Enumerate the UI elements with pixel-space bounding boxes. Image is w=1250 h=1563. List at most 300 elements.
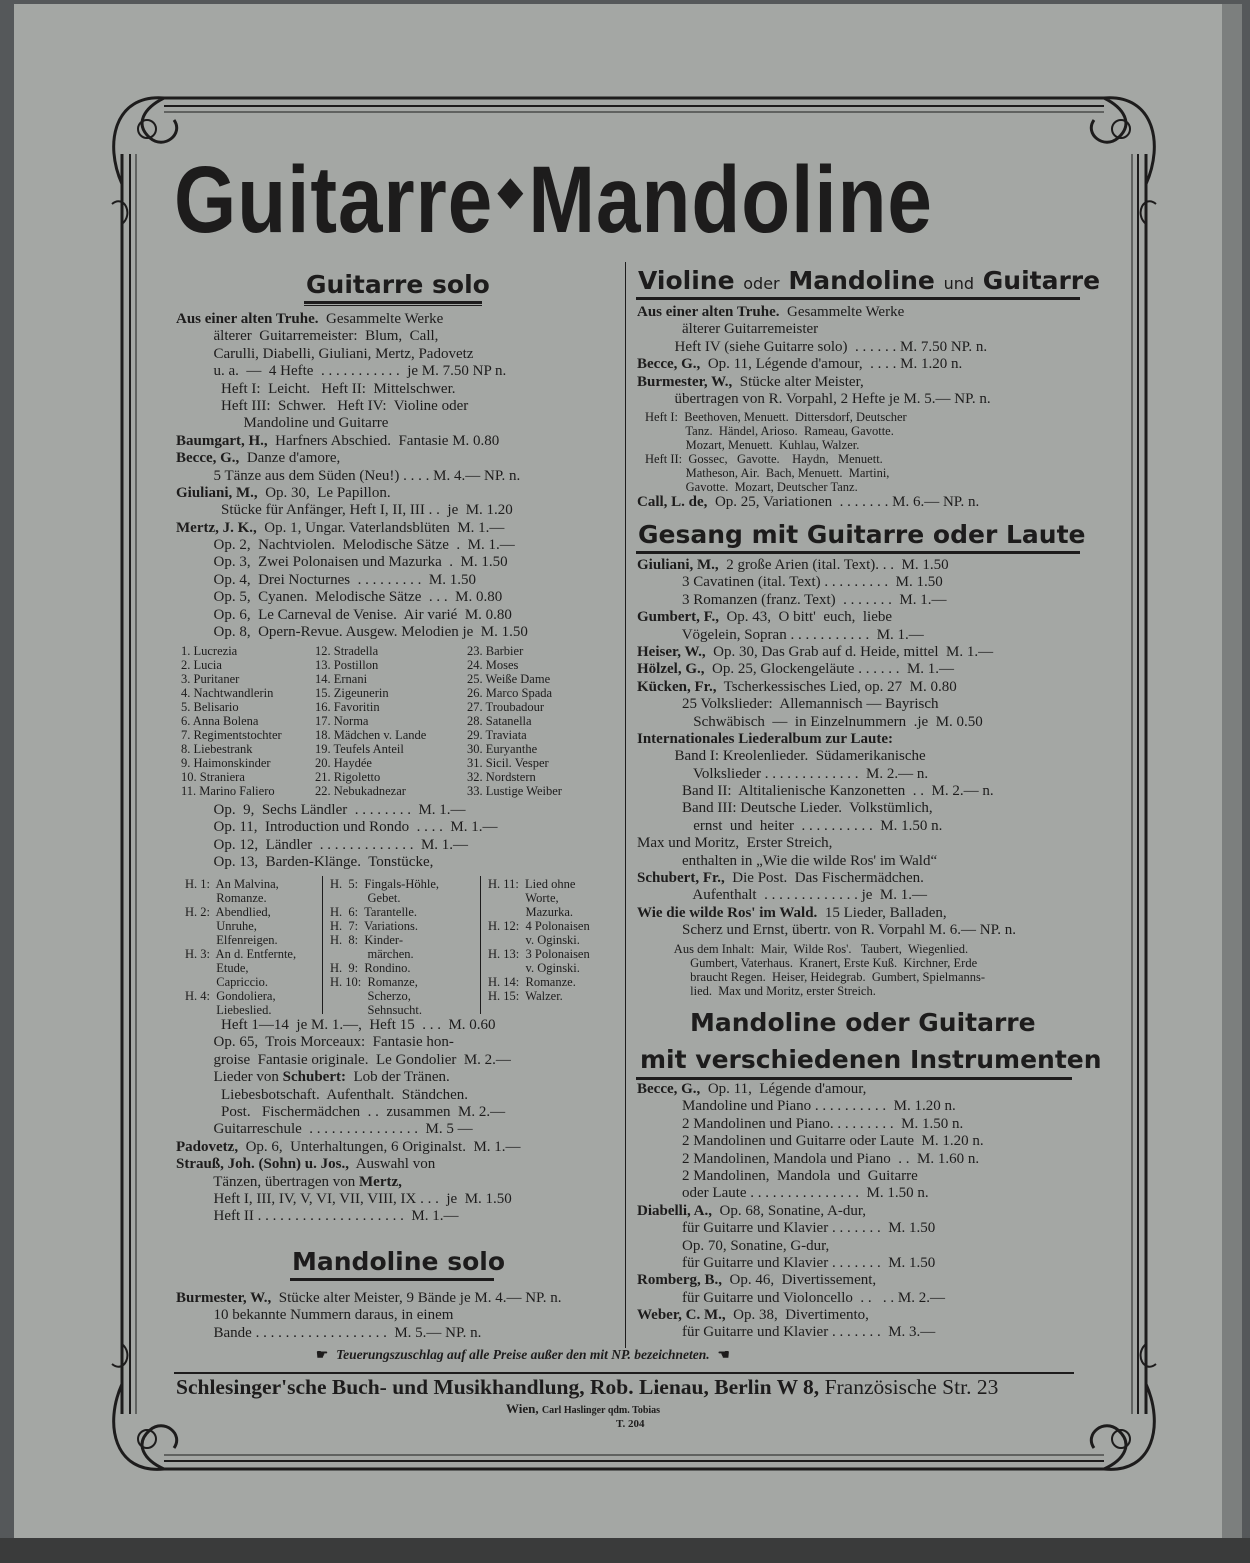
entry-text: Auswahl von: [348, 1156, 436, 1173]
list-item: H. 5: Fingals-Höhle,: [330, 877, 440, 891]
list-item: H. 11: Lied ohne: [488, 877, 576, 891]
list-item: H. 13: 3 Polonaisen: [488, 947, 590, 961]
publisher-line: [176, 1377, 998, 1399]
mandoline-solo-entries: [176, 1290, 561, 1342]
list-item: 13. Postillon: [315, 658, 379, 672]
list-item: 1. Lucrezia: [181, 644, 238, 658]
catalog-entry-line: [637, 1168, 984, 1185]
entry-text: Band III: Deutsche Lieder. Volkstümlich,: [637, 800, 933, 817]
catalog-entry-line: [637, 661, 1016, 678]
vienna-line: [506, 1402, 660, 1416]
catalog-entry-line: [637, 304, 991, 321]
opera-list-column-1: [181, 644, 282, 798]
entry-text: Heft III: Schwer. Heft IV: Violine oder: [176, 397, 469, 414]
heft-divider-2: [480, 876, 481, 1014]
diamond-ornament-icon: ◆: [497, 168, 525, 214]
list-item: 12. Stradella: [315, 644, 379, 658]
catalog-entry-line: [176, 1069, 521, 1086]
publisher-street: Französische Str. 23: [824, 1375, 999, 1399]
entry-name: Becce, G.,: [637, 356, 701, 373]
entry-text: Danze d'amore,: [239, 450, 341, 467]
list-item: 32. Nordstern: [467, 770, 536, 784]
catalog-entry-line: [637, 853, 1016, 870]
entry-text: 3 Romanzen (franz. Text) . . . . . . . M. 1.—: [637, 591, 947, 608]
catalog-entry-line: [176, 468, 528, 485]
heading-word-small: und: [943, 274, 975, 293]
heft-list-column-1: [185, 877, 296, 1017]
contents-line: lied. Max und Moritz, erster Streich.: [637, 984, 876, 998]
entry-text: Op. 4, Drei Nocturnes . . . . . . . . . M. 1.50: [176, 571, 476, 588]
entry-text: 3 Cavatinen (ital. Text) . . . . . . . . . M. 1.50: [637, 574, 943, 591]
contents-line: Aus dem Inhalt: Mair, Wilde Ros'. Taubert, Wiegenlied.: [637, 942, 969, 956]
pointing-hand-left-icon: ☛: [316, 1347, 329, 1362]
list-item: H. 12: 4 Polonaisen: [488, 919, 590, 933]
list-item: Sehnsucht.: [330, 1003, 423, 1017]
catalog-entry-line: [637, 1272, 984, 1289]
entry-name: Baumgart, H.,: [176, 432, 268, 449]
catalog-entry-line: [637, 592, 1016, 609]
contents-line: Tanz. Händel, Arioso. Rameau, Gavotte.: [645, 424, 894, 438]
catalog-entry-line: [637, 321, 991, 338]
heading-gesang: Gesang mit Guitarre oder Laute: [638, 520, 1086, 549]
catalog-entry-line: Op. 12, Ländler . . . . . . . . . . . . . M. 1.—: [176, 836, 469, 853]
list-item: 4. Nachtwandlerin: [181, 686, 274, 700]
entry-text: Op. 3, Zwei Polonaisen und Mazurka . M. 1.50: [176, 554, 508, 571]
entry-text: Post. Fischermädchen . . zusammen M. 2.—: [176, 1103, 506, 1120]
heading-mit-instrumenten: mit verschiedenen Instrumenten: [640, 1045, 1102, 1074]
list-item: Mazurka.: [488, 905, 574, 919]
entry-text: 2 Mandolinen und Guitarre oder Laute M. 1.20 n.: [637, 1133, 984, 1150]
entry-text: Heft I, III, IV, V, VI, VII, VIII, IX . . . je M. 1.50: [176, 1190, 512, 1207]
entry-text: Stücke alter Meister, 9 Bände je M. 4.— NP. n.: [271, 1290, 562, 1306]
heading-mandoline-solo: Mandoline solo: [292, 1247, 506, 1276]
catalog-entry-line: [176, 537, 528, 554]
list-item: 21. Rigoletto: [315, 770, 381, 784]
entry-text: Stücke alter Meister,: [732, 373, 864, 390]
surcharge-text: Teuerungszuschlag auf alle Preise außer den mit NP. bezeichneten.: [336, 1347, 710, 1362]
catalog-entry-line: [637, 644, 1016, 661]
heft-list-column-2: [330, 877, 439, 1017]
catalog-entry-line: [176, 1052, 521, 1069]
catalog-entry-line: [176, 624, 528, 641]
contents-line: braucht Regen. Heiser, Heidegrab. Gumbert, Spielmanns-: [637, 970, 986, 984]
entry-text: Op. 5, Cyanen. Melodische Sätze . . . M. 0.80: [176, 589, 503, 606]
list-item: 25. Weiße Dame: [467, 672, 551, 686]
catalog-entry-line: [637, 783, 1016, 800]
entry-text: für Guitarre und Klavier . . . . . . . M. 3.—: [637, 1324, 936, 1341]
heading-underline-thin: [304, 305, 482, 306]
list-item: 6. Anna Bolena: [181, 714, 259, 728]
entry-text: Op. 2, Nachtviolen. Melodische Sätze . M. 1.—: [176, 537, 515, 554]
catalog-entry-line: [637, 1185, 984, 1202]
catalog-entry-line: [176, 1191, 521, 1208]
opera-list-column-3: [467, 644, 562, 798]
list-item: 2. Lucia: [181, 658, 222, 672]
catalog-entry-line: [176, 485, 528, 502]
entry-text: Mandoline und Guitarre: [176, 415, 389, 432]
entry-text: Harfners Abschied. Fantasie M. 0.80: [267, 432, 500, 449]
list-item: 29. Traviata: [467, 728, 527, 742]
heading-violine-mandoline-guitarre: [638, 266, 1100, 295]
catalog-entry-line: [637, 609, 1016, 626]
entry-name: Becce, G.,: [637, 1081, 701, 1097]
entry-text: enthalten in „Wie die wilde Ros' im Wald“: [637, 852, 938, 869]
list-item: H. 1: An Malvina,: [185, 877, 279, 891]
entry-name: Hölzel, G.,: [637, 661, 705, 678]
list-item: H. 10: Romanze,: [330, 975, 418, 989]
entry-text: Heft II . . . . . . . . . . . . . . . . . . . . M. 1.—: [176, 1208, 459, 1225]
heading-underline: [636, 1077, 1072, 1080]
catalog-entry-line: [176, 1104, 521, 1121]
entry-text: Op. 11, Légende d'amour,: [700, 1081, 867, 1097]
list-item: märchen.: [330, 947, 414, 961]
catalog-entry-line: [637, 905, 1016, 922]
catalog-entry-line: [176, 381, 528, 398]
catalog-entry-line: [176, 1156, 521, 1173]
surcharge-note: [316, 1348, 730, 1362]
list-item: 17. Norma: [315, 714, 369, 728]
entry-name: Schubert, Fr.,: [637, 870, 725, 887]
heading-underline: [636, 297, 1080, 300]
entry-text: 5 Tänze aus dem Süden (Neu!) . . . . M. 4.— NP. n.: [176, 467, 521, 484]
entry-name: Diabelli, A.,: [637, 1202, 713, 1219]
catalog-entry-line: [176, 520, 528, 537]
entry-text: älterer Guitarremeister: Blum, Call,: [176, 328, 439, 345]
entry-text: Op. 25, Glockengeläute . . . . . . M. 1.—: [704, 661, 955, 678]
list-item: Liebeslied.: [185, 1003, 272, 1017]
entry-text: 2 Mandolinen und Piano. . . . . . . . . M. 1.50 n.: [637, 1115, 964, 1132]
entry-text: Op. 6, Unterhaltungen, 6 Originalst. M. 1.—: [238, 1138, 521, 1155]
column-divider: [625, 262, 626, 1348]
plate-number: T. 204: [616, 1418, 645, 1430]
list-item: H. 14: Romanze.: [488, 975, 576, 989]
entry-name: Giuliani, M.,: [176, 484, 258, 501]
entry-name: Becce, G.,: [176, 450, 240, 467]
entry-text: Op. 30, Das Grab auf d. Heide, mittel M. 1.—: [705, 643, 994, 660]
catalog-entry-line: [176, 1208, 521, 1225]
entry-name: Padovetz,: [176, 1138, 239, 1155]
catalog-entry-line: [637, 731, 1016, 748]
catalog-entry-line: [176, 1017, 521, 1034]
catalog-entry-line: [637, 1290, 984, 1307]
entry-name: Internationales Liederalbum zur Laute:: [637, 730, 893, 747]
heading-word: Guitarre: [982, 266, 1101, 295]
list-item: 31. Sicil. Vesper: [467, 756, 549, 770]
catalog-entry-line: Op. 11, Introduction und Rondo . . . . M. 1.—: [176, 819, 498, 836]
catalog-entry-line: [176, 311, 528, 328]
entry-text: 15 Lieder, Balladen,: [817, 904, 947, 921]
burmester-contents: [645, 410, 907, 494]
contents-line: Heft I: Beethoven, Menuett. Dittersdorf, Deutscher: [645, 410, 907, 424]
entry-text: Op. 46, Divertissement,: [722, 1272, 877, 1289]
list-item: 24. Moses: [467, 658, 519, 672]
catalog-entry-line: [637, 339, 991, 356]
entry-text: Op. 65, Trois Morceaux: Fantasie hon-: [176, 1034, 454, 1051]
list-item: v. Oginski.: [488, 933, 580, 947]
list-item: 11. Marino Faliero: [181, 784, 275, 798]
entry-name: Gumbert, F.,: [637, 609, 719, 626]
entry-text: Liebesbotschaft. Aufenthalt. Ständchen.: [176, 1086, 469, 1103]
catalog-entry-line: [637, 922, 1016, 939]
entry-text: Tscherkessisches Lied, op. 27 M. 0.80: [716, 678, 957, 695]
catalog-entry-line: [637, 887, 1016, 904]
catalog-entry-line: [637, 1255, 984, 1272]
list-item: 22. Nebukadnezar: [315, 784, 406, 798]
list-item: 16. Favoritin: [315, 700, 380, 714]
entry-text: Max und Moritz, Erster Streich,: [637, 835, 833, 852]
list-item: 27. Troubadour: [467, 700, 545, 714]
entry-text: Op. 6, Le Carneval de Venise. Air varié M. 0.80: [176, 606, 512, 623]
list-item: 20. Haydée: [315, 756, 372, 770]
list-item: Capriccio.: [185, 975, 268, 989]
pointing-hand-right-icon: ☚: [717, 1347, 730, 1362]
contents-line: Gumbert, Vaterhaus. Kranert, Erste Kuß. Kirchner, Erde: [637, 956, 978, 970]
list-item: 19. Teufels Anteil: [315, 742, 404, 756]
catalog-entry-line: [637, 1151, 984, 1168]
contents-line: Gavotte. Mozart, Deutscher Tanz.: [645, 480, 858, 494]
entry-text: u. a. — 4 Hefte . . . . . . . . . . . je M. 7.50 NP n.: [176, 363, 507, 380]
instrument-entries: [637, 1081, 984, 1342]
list-item: H. 15: Walzer.: [488, 989, 563, 1003]
entry-text: Die Post. Das Fischermädchen.: [724, 870, 924, 887]
entry-text: Gesammelte Werke: [318, 311, 444, 327]
entry-text: Lob der Tränen.: [345, 1069, 450, 1086]
catalog-entry-line: [637, 1307, 984, 1324]
vienna-agent: Carl Haslinger qdm. Tobias: [541, 1405, 661, 1416]
list-item: 9. Haimonskinder: [181, 756, 271, 770]
entry-text: älterer Guitarremeister: [637, 321, 819, 338]
catalog-entry-line: [637, 748, 1016, 765]
entry-text: für Guitarre und Klavier . . . . . . . M. 1.50: [637, 1220, 936, 1237]
entry-name: Burmester, W.,: [176, 1290, 272, 1306]
catalog-entry-line: [176, 1325, 561, 1342]
catalog-entry-line: [176, 589, 528, 606]
catalog-entry-line: [637, 679, 1016, 696]
list-item: Gebet.: [330, 891, 401, 905]
page-shadow: [1222, 4, 1242, 1554]
entry-text: ernst und heiter . . . . . . . . . . M. 1.50 n.: [637, 817, 943, 834]
list-item: Unruhe,: [185, 919, 257, 933]
catalog-entry-line: [176, 398, 528, 415]
entry-text: Stücke für Anfänger, Heft I, II, III . . je M. 1.20: [176, 502, 513, 519]
catalog-entry-line: [176, 554, 528, 571]
entry-text: 2 Mandolinen, Mandola und Piano . . M. 1.60 n.: [637, 1150, 980, 1167]
mertz-opus-entries: [176, 802, 498, 872]
entry-text: 2 Mandolinen, Mandola und Guitarre: [637, 1167, 918, 1184]
catalog-entry-line: [637, 800, 1016, 817]
list-item: 15. Zigeunerin: [315, 686, 389, 700]
catalog-entry-line: [637, 557, 1016, 574]
entry-name: Burmester, W.,: [637, 373, 733, 390]
entry-name: Mertz, J. K.,: [176, 519, 257, 536]
entry-text: oder Laute . . . . . . . . . . . . . . . M. 1.50 n.: [637, 1185, 929, 1202]
list-item: Etude,: [185, 961, 249, 975]
entry-text: Vögelein, Sopran . . . . . . . . . . . M. 1.—: [637, 626, 924, 643]
catalog-entry-line: [176, 502, 528, 519]
title-mandoline: Mandoline: [528, 147, 933, 253]
list-item: 14. Ernani: [315, 672, 368, 686]
catalog-entry-line: [176, 607, 528, 624]
entry-text: Gesammelte Werke: [779, 304, 905, 320]
entry-text: Op. 25, Variationen . . . . . . . M. 6.— NP. n.: [707, 494, 980, 510]
entry-name: Romberg, B.,: [637, 1272, 722, 1289]
contents-line: Heft II: Gossec, Gavotte. Haydn, Menuett.: [645, 452, 883, 466]
entry-text: 2 große Arien (ital. Text). . . M. 1.50: [718, 557, 949, 573]
entry-text: groise Fantasie originale. Le Gondolier M. 2.—: [176, 1051, 511, 1068]
catalog-entry-line: [637, 870, 1016, 887]
entry-name: Strauß, Joh. (Sohn) u. Jos.,: [176, 1156, 349, 1173]
list-item: Romanze.: [185, 891, 267, 905]
entry-name: Schubert:: [282, 1069, 346, 1086]
entry-text: Bande . . . . . . . . . . . . . . . . . . M. 5.— NP. n.: [176, 1324, 482, 1341]
catalog-entry-line: [176, 328, 528, 345]
heading-mandoline-oder-guitarre: Mandoline oder Guitarre: [690, 1008, 1036, 1037]
entry-text: Op. 11, Légende d'amour, . . . . M. 1.20 n.: [700, 356, 963, 373]
list-item: H. 7: Variations.: [330, 919, 418, 933]
catalog-entry-line: [637, 1133, 984, 1150]
catalog-entry-line: [637, 1220, 984, 1237]
list-item: Elfenreigen.: [185, 933, 278, 947]
entry-text: Op. 43, O bitt' euch, liebe: [718, 609, 893, 626]
catalog-entry-line: [176, 1034, 521, 1051]
entry-text: für Guitarre und Klavier . . . . . . . M. 1.50: [637, 1254, 936, 1271]
entry-text: Heft IV (siehe Guitarre solo) . . . . . . M. 7.50 NP. n.: [637, 338, 988, 355]
catalog-entry-line: [637, 494, 979, 511]
scan-edge: [0, 1538, 1250, 1563]
entry-name: Heiser, W.,: [637, 643, 706, 660]
list-item: 23. Barbier: [467, 644, 524, 658]
catalog-entry-line: [637, 835, 1016, 852]
list-item: 7. Regimentstochter: [181, 728, 282, 742]
entry-text: Op. 8, Opern-Revue. Ausgew. Melodien je M. 1.50: [176, 624, 528, 641]
catalog-entry-line: [637, 627, 1016, 644]
heft-divider-1: [322, 876, 323, 1014]
vienna-city: Wien,: [506, 1401, 539, 1416]
gesang-entries: [637, 557, 1016, 940]
entry-text: Schwäbisch — in Einzelnummern .je M. 0.50: [637, 713, 983, 730]
list-item: 10. Straniera: [181, 770, 245, 784]
list-item: 8. Liebestrank: [181, 742, 253, 756]
catalog-entry-line: [637, 766, 1016, 783]
entry-text: Carulli, Diabelli, Giuliani, Mertz, Padovetz: [176, 345, 474, 362]
catalog-entry-line: [176, 1087, 521, 1104]
entry-text: Op. 1, Ungar. Vaterlandsblüten M. 1.—: [256, 519, 505, 536]
catalog-entry-line: Op. 13, Barden-Klänge. Tonstücke,: [176, 854, 434, 871]
contents-line: Mozart, Menuett. Kuhlau, Walzer.: [645, 438, 860, 452]
entry-text: Band I: Kreolenlieder. Südamerikanische: [637, 748, 926, 765]
guitarre-solo-entries-continued: [176, 1017, 521, 1226]
wilde-ros-contents: [637, 942, 985, 998]
list-item: Scherzo,: [330, 989, 411, 1003]
entry-name: Aus einer alten Truhe.: [637, 304, 780, 320]
guitarre-solo-entries: [176, 311, 528, 641]
list-item: Worte,: [488, 891, 559, 905]
catalog-entry-line: [176, 1139, 521, 1156]
entry-name: Aus einer alten Truhe.: [176, 311, 319, 327]
catalog-entry-line: [637, 696, 1016, 713]
list-item: 5. Belisario: [181, 700, 239, 714]
catalog-entry-line: [637, 1238, 984, 1255]
violine-entries: [637, 304, 991, 408]
publisher-name: Schlesinger'sche Buch- und Musikhandlung, Rob. Lienau, Berlin W 8,: [176, 1375, 820, 1399]
entry-name: Mertz,: [359, 1173, 402, 1190]
entry-name: Call, L. de,: [637, 494, 708, 510]
entry-text: Band II: Altitalienische Kanzonetten . . M. 2.— n.: [637, 783, 994, 800]
catalog-entry-line: [637, 391, 991, 408]
catalog-entry-line: [176, 433, 528, 450]
list-item: 18. Mädchen v. Lande: [315, 728, 427, 742]
entry-text: Heft 1—14 je M. 1.—, Heft 15 . . . M. 0.60: [176, 1017, 496, 1033]
heading-word: Mandoline: [788, 266, 935, 295]
entry-text: 25 Volkslieder: Allemannisch — Bayrisch: [637, 696, 939, 713]
list-item: v. Oginski.: [488, 961, 580, 975]
entry-name: Weber, C. M.,: [637, 1307, 726, 1324]
catalog-entry-line: [637, 374, 991, 391]
entry-text: Heft I: Leicht. Heft II: Mittelschwer.: [176, 380, 456, 397]
entry-name: Wie die wilde Ros' im Wald.: [637, 904, 818, 921]
footer-rule: [174, 1372, 1074, 1374]
entry-text: für Guitarre und Violoncello . . . . M. 2.—: [637, 1289, 945, 1306]
entry-text: Op. 68, Sonatine, A-dur,: [712, 1202, 866, 1219]
entry-text: Volkslieder . . . . . . . . . . . . . M. 2.— n.: [637, 765, 929, 782]
catalog-entry-line: [637, 574, 1016, 591]
catalog-entry-line: [176, 450, 528, 467]
heading-underline: [290, 1278, 494, 1281]
catalog-entry-line: [176, 572, 528, 589]
catalog-entry-line: [637, 1098, 984, 1115]
catalog-entry-line: [637, 1203, 984, 1220]
opera-list-column-2: [315, 644, 426, 798]
page-title: [174, 146, 1074, 264]
catalog-entry-line: [176, 1290, 561, 1307]
list-item: H. 3: An d. Entfernte,: [185, 947, 297, 961]
list-item: H. 4: Gondoliera,: [185, 989, 276, 1003]
catalog-entry-line: [637, 356, 991, 373]
catalog-entry-line: [176, 1121, 521, 1138]
entry-text: Aufenthalt . . . . . . . . . . . . . je M. 1.—: [637, 887, 927, 904]
entry-text: Mandoline und Piano . . . . . . . . . . M. 1.20 n.: [637, 1098, 956, 1115]
list-item: 3. Puritaner: [181, 672, 240, 686]
title-guitarre: Guitarre: [174, 147, 494, 253]
entry-name: Kücken, Fr.,: [637, 678, 717, 695]
list-item: H. 6: Tarantelle.: [330, 905, 418, 919]
entry-text: Tänzen, übertragen von: [176, 1173, 359, 1190]
heading-underline: [304, 301, 482, 304]
catalog-entry-line: [176, 346, 528, 363]
heading-word: Violine: [638, 266, 735, 295]
entry-text: 10 bekannte Nummern daraus, in einem: [176, 1307, 454, 1324]
entry-text: Op. 70, Sonatine, G-dur,: [637, 1237, 830, 1254]
list-item: H. 2: Abendlied,: [185, 905, 271, 919]
catalog-entry-line: [637, 1116, 984, 1133]
heading-guitarre-solo: Guitarre solo: [306, 270, 490, 299]
entry-text: übertragen von R. Vorpahl, 2 Hefte je M. 5.— NP. n.: [637, 390, 991, 407]
catalog-entry-line: [176, 363, 528, 380]
list-item: 26. Marco Spada: [467, 686, 553, 700]
list-item: H. 8: Kinder-: [330, 933, 403, 947]
catalog-entry-line: [637, 818, 1016, 835]
catalog-entry-line: [176, 415, 528, 432]
list-item: 33. Lustige Weiber: [467, 784, 562, 798]
contents-line: Matheson, Air. Bach, Menuett. Martini,: [645, 466, 890, 480]
heading-word-small: oder: [743, 274, 780, 293]
catalog-entry-line: [176, 1174, 521, 1191]
entry-text: Op. 30, Le Papillon.: [257, 484, 391, 501]
list-item: 28. Satanella: [467, 714, 532, 728]
heft-list-column-3: [488, 877, 590, 1003]
entry-text: Scherz und Ernst, übertr. von R. Vorpahl M. 6.— NP. n.: [637, 922, 1017, 939]
call-entry: [637, 494, 979, 511]
